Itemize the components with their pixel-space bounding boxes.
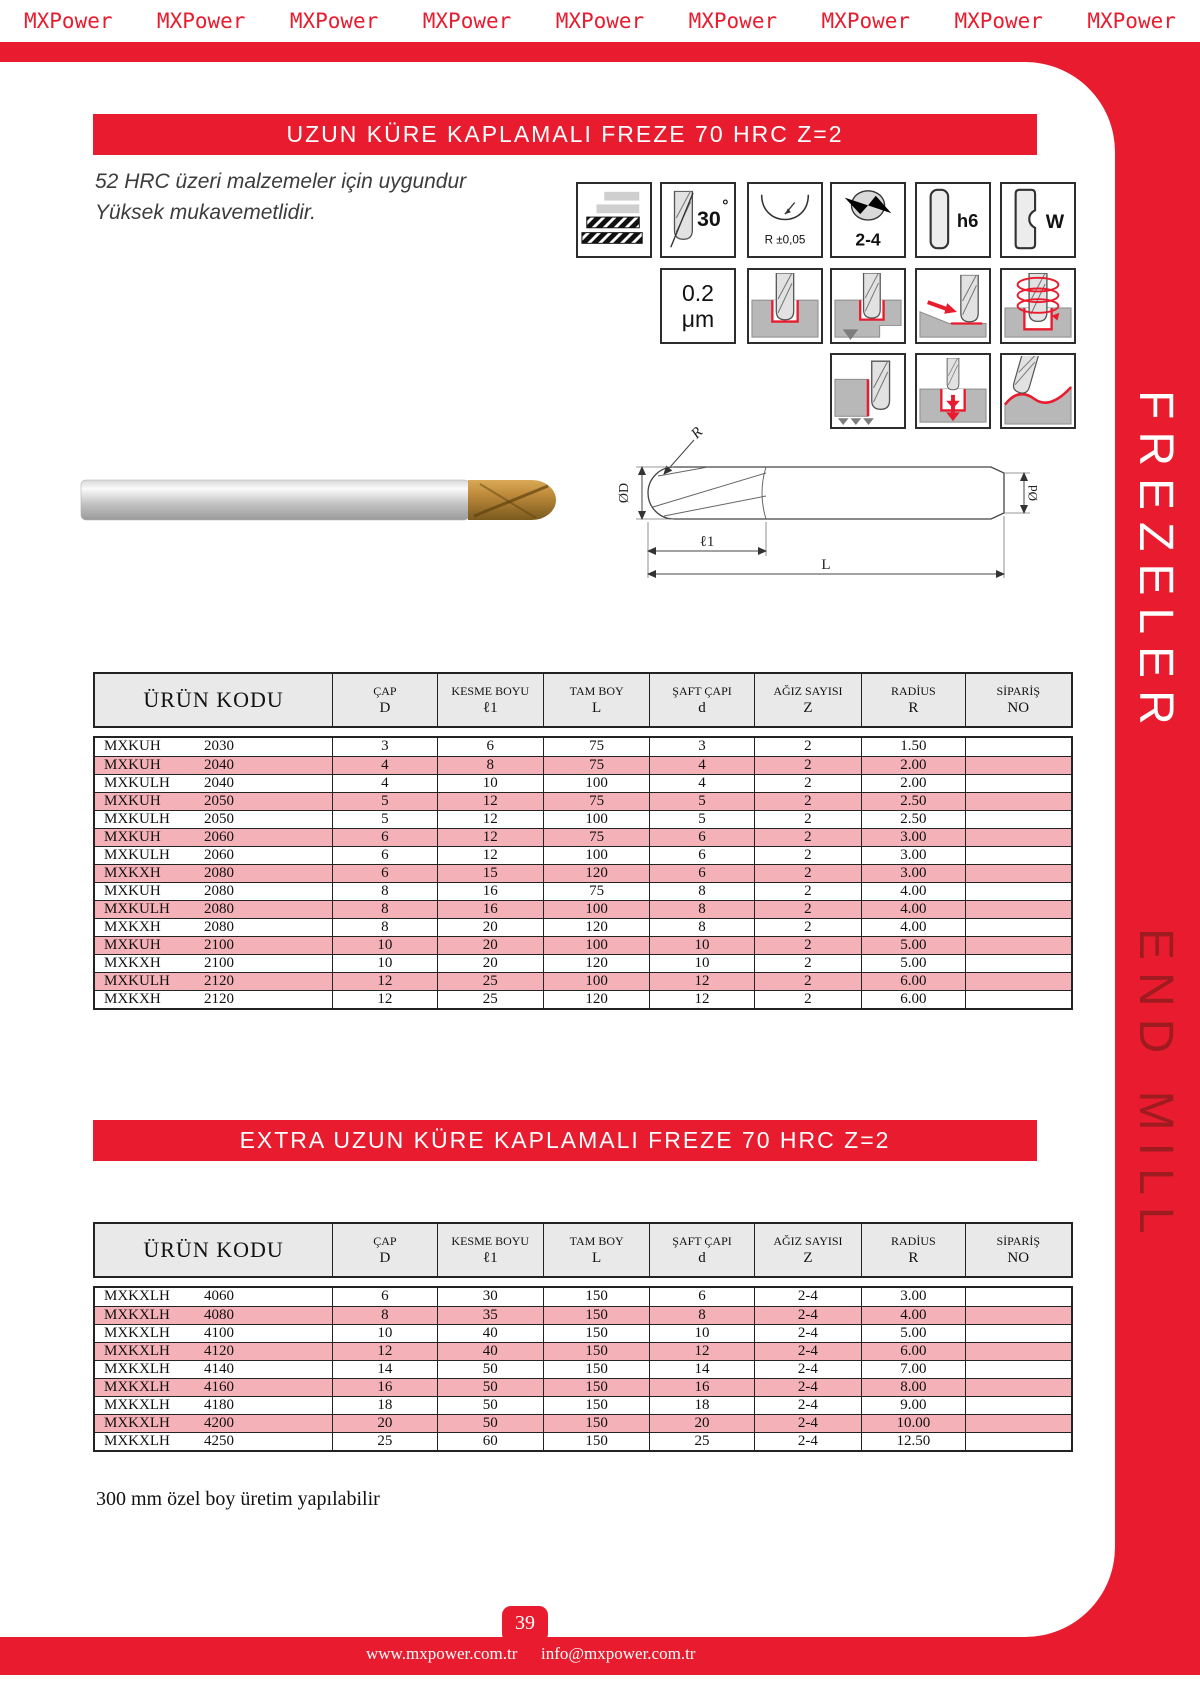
brand-logo: MXPower <box>1087 9 1176 33</box>
table-row: MXKULH 2050 5 12 100 5 2 2.50 <box>95 810 1071 828</box>
helix-angle-icon <box>660 182 736 258</box>
column-header: AĞIZ SAYISI Z <box>754 674 861 726</box>
product-table-extra-long <box>93 1222 1073 1452</box>
table-row: MXKXLH 4180 18 50 150 18 2-4 9.00 <box>95 1396 1071 1414</box>
column-header: ÇAP D <box>332 1224 436 1276</box>
degree-sign: ° <box>722 197 729 215</box>
table-row: MXKUH 2050 5 12 75 5 2 2.50 <box>95 792 1071 810</box>
column-header: KESME BOYU ℓ1 <box>437 1224 543 1276</box>
table-row: MXKULH 2060 6 12 100 6 2 3.00 <box>95 846 1071 864</box>
table-row: MXKXH 2080 6 15 120 6 2 3.00 <box>95 864 1071 882</box>
section-description <box>95 166 466 228</box>
column-header: RADİUS R <box>861 674 964 726</box>
surface-roughness-unit: μm <box>681 306 715 332</box>
column-header: TAM BOY L <box>543 1224 649 1276</box>
material-hardness-icon <box>576 182 652 258</box>
table-row: MXKXLH 4060 6 30 150 6 2-4 3.00 <box>95 1288 1071 1306</box>
table-row: MXKUH 2060 6 12 75 6 2 3.00 <box>95 828 1071 846</box>
table-row: MXKULH 2120 12 25 100 12 2 6.00 <box>95 972 1071 990</box>
footer-website-link[interactable]: www.mxpower.com.tr <box>366 1644 518 1663</box>
brand-logo: MXPower <box>954 9 1043 33</box>
sidebar-category-tr: FREZELER <box>1129 390 1182 737</box>
table-row: MXKXLH 4160 16 50 150 16 2-4 8.00 <box>95 1378 1071 1396</box>
table-row: MXKULH 2040 4 10 100 4 2 2.00 <box>95 774 1071 792</box>
dim-label-cut-length: ℓ1 <box>699 534 715 550</box>
page-number-badge: 39 <box>502 1606 548 1640</box>
flute-count-value: 2-4 <box>855 229 881 250</box>
column-header: SİPARİŞ NO <box>965 1224 1071 1276</box>
table-header <box>93 1222 1073 1278</box>
table-row: MXKXH 2080 8 20 120 8 2 4.00 <box>95 918 1071 936</box>
content-panel <box>0 62 1115 1637</box>
surface-roughness-icon <box>660 268 736 344</box>
flute-count-icon <box>830 182 906 258</box>
description-line: Yüksek mukavemetlidir. <box>95 201 316 224</box>
table-body <box>93 736 1073 1010</box>
footer-email-link[interactable]: info@mxpower.com.tr <box>541 1644 696 1663</box>
column-header: ÜRÜN KODU <box>143 1237 284 1262</box>
section-title-long: UZUN KÜRE KAPLAMALI FREZE 70 HRC Z=2 <box>93 114 1037 155</box>
table-row: MXKXLH 4200 20 50 150 20 2-4 10.00 <box>95 1414 1071 1432</box>
table-row: MXKXLH 4120 12 40 150 12 2-4 6.00 <box>95 1342 1071 1360</box>
column-header: RADİUS R <box>861 1224 964 1276</box>
column-header: KESME BOYU ℓ1 <box>437 674 543 726</box>
column-header: SİPARİŞ NO <box>965 674 1071 726</box>
dim-label-diameter: ØD <box>617 482 632 504</box>
brand-logo: MXPower <box>422 9 512 33</box>
column-header: ÜRÜN KODU <box>143 687 284 712</box>
page-frame <box>0 42 1200 1675</box>
table-row: MXKXLH 4140 14 50 150 14 2-4 7.00 <box>95 1360 1071 1378</box>
shank-h6-icon <box>915 182 991 258</box>
corner-radius-value: R ±0,05 <box>764 233 806 247</box>
slot-milling-icon <box>747 268 823 344</box>
corner-radius-icon <box>747 182 823 258</box>
column-header: ŞAFT ÇAPI d <box>649 1224 753 1276</box>
brand-logo: MXPower <box>289 9 379 33</box>
slot-finishing-icon <box>830 268 906 344</box>
table-row: MXKULH 2080 8 16 100 8 2 4.00 <box>95 900 1071 918</box>
custom-length-note: 300 mm özel boy üretim yapılabilir <box>96 1488 380 1510</box>
helix-angle-value: 30 <box>697 206 721 231</box>
brand-logo: MXPower <box>555 9 645 33</box>
dim-label-shank-diameter: Ød <box>1025 485 1040 501</box>
table-row: MXKUH 2100 10 20 100 10 2 5.00 <box>95 936 1071 954</box>
table-body <box>93 1286 1073 1452</box>
section-title-extra-long: EXTRA UZUN KÜRE KAPLAMALI FREZE 70 HRC Z=2 <box>93 1120 1037 1161</box>
helical-interpolation-icon <box>1000 268 1076 344</box>
sidebar-category-en: END MILL <box>1129 928 1182 1246</box>
product-table-long <box>93 672 1073 1010</box>
column-header: AĞIZ SAYISI Z <box>754 1224 861 1276</box>
table-row: MXKXH 2120 12 25 120 12 2 6.00 <box>95 990 1071 1008</box>
brand-logo: MXPower <box>156 9 246 33</box>
table-row: MXKXH 2100 10 20 120 10 2 5.00 <box>95 954 1071 972</box>
brand-logo: MXPower <box>821 9 911 33</box>
description-line: 52 HRC üzeri malzemeler için uygundur <box>95 170 467 193</box>
table-row: MXKUH 2030 3 6 75 3 2 1.50 <box>95 738 1071 756</box>
ramping-icon <box>915 268 991 344</box>
surface-roughness-value: 0.2 <box>682 280 714 306</box>
dim-label-radius: R <box>688 424 707 443</box>
technical-drawing <box>596 418 1043 591</box>
column-header: TAM BOY L <box>543 674 649 726</box>
table-row: MXKUH 2040 4 8 75 4 2 2.00 <box>95 756 1071 774</box>
table-row: MXKXLH 4100 10 40 150 10 2-4 5.00 <box>95 1324 1071 1342</box>
shank-tolerance-value: h6 <box>956 209 979 231</box>
weldon-shank-value: W <box>1045 210 1065 233</box>
dim-label-overall-length: L <box>821 557 831 573</box>
table-row: MXKXLH 4080 8 35 150 8 2-4 4.00 <box>95 1306 1071 1324</box>
shank-weldon-icon <box>1000 182 1076 258</box>
logo-strip <box>0 0 1200 42</box>
table-row: MXKUH 2080 8 16 75 8 2 4.00 <box>95 882 1071 900</box>
table-header <box>93 672 1073 728</box>
product-photo <box>78 454 560 551</box>
brand-logo: MXPower <box>688 9 778 33</box>
table-row: MXKXLH 4250 25 60 150 25 2-4 12.50 <box>95 1432 1071 1450</box>
brand-logo: MXPower <box>24 9 113 33</box>
column-header: ÇAP D <box>332 674 436 726</box>
column-header: ŞAFT ÇAPI d <box>649 674 753 726</box>
